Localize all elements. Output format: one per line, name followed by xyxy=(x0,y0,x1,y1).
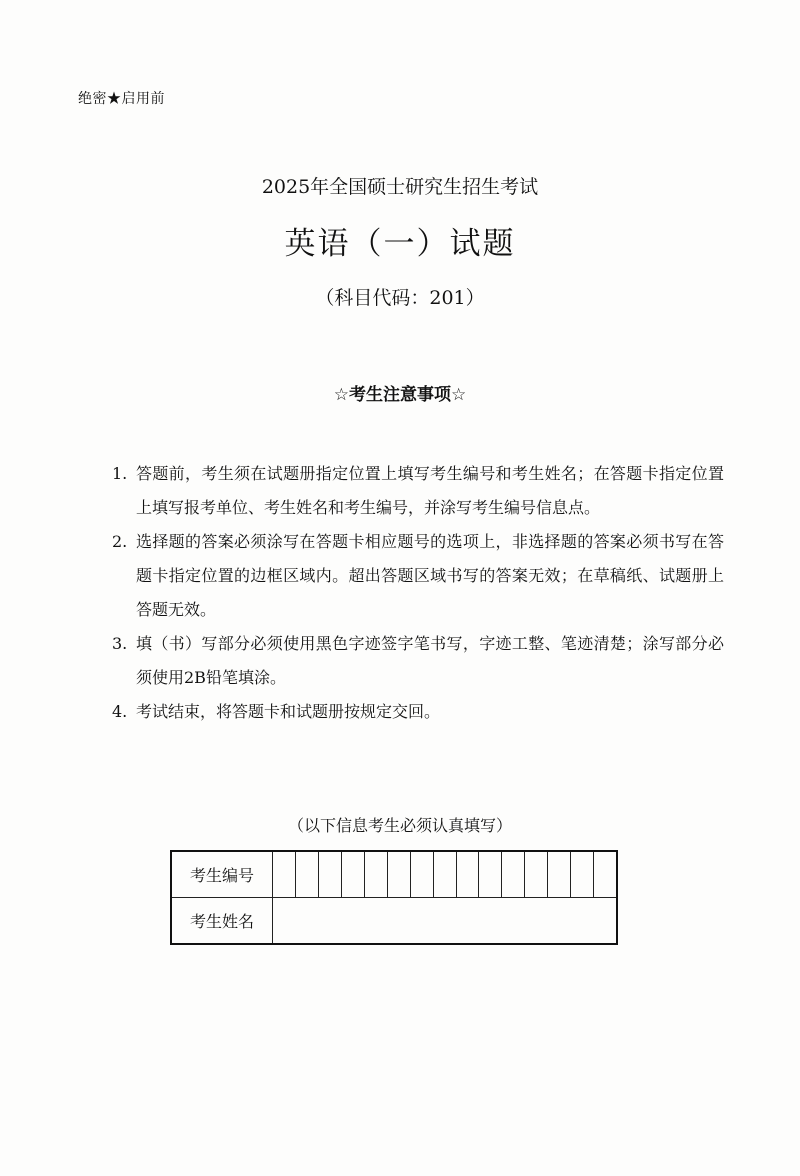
candidate-name-label: 考生姓名 xyxy=(171,898,273,945)
candidate-id-digit-boxes[interactable] xyxy=(273,852,616,897)
candidate-info-table xyxy=(170,850,618,945)
notice-number: 2. xyxy=(112,532,128,551)
notice-item xyxy=(112,627,724,695)
info-caption: （以下信息考生必须认真填写） xyxy=(287,816,512,835)
candidate-id-digit-box[interactable] xyxy=(502,852,525,897)
candidate-id-digit-box[interactable] xyxy=(411,852,434,897)
notice-text: 考试结束，将答题卡和试题册按规定交回。 xyxy=(136,702,441,721)
candidate-id-digit-box[interactable] xyxy=(457,852,480,897)
candidate-name-row xyxy=(171,898,617,945)
notice-heading: ☆考生注意事项☆ xyxy=(333,385,467,405)
candidate-id-digit-box[interactable] xyxy=(548,852,571,897)
candidate-id-digit-box[interactable] xyxy=(273,852,296,897)
candidate-id-digit-box[interactable] xyxy=(571,852,594,897)
notice-text: 选择题的答案必须涂写在答题卡相应题号的选项上，非选择题的答案必须书写在答题卡指定位置的边框区域内。超出答题区域书写的答案无效；在草稿纸、试题册上答题无效。 xyxy=(136,532,724,619)
candidate-name-field[interactable] xyxy=(273,898,618,945)
candidate-id-digit-box[interactable] xyxy=(525,852,548,897)
notice-number: 1. xyxy=(112,464,128,483)
notice-item xyxy=(112,457,724,525)
candidate-id-digit-box[interactable] xyxy=(342,852,365,897)
candidate-id-field[interactable] xyxy=(273,851,618,898)
candidate-id-digit-box[interactable] xyxy=(319,852,342,897)
subject-code: （科目代码：201） xyxy=(315,287,485,309)
notice-number: 4. xyxy=(112,702,128,721)
subject-title: 英语（一）试题 xyxy=(284,226,516,262)
candidate-id-row xyxy=(171,851,617,898)
notice-list xyxy=(112,457,724,729)
confidential-mark: 绝密★启用前 xyxy=(78,91,165,107)
notice-item xyxy=(112,695,724,729)
notice-number: 3. xyxy=(112,634,128,653)
candidate-id-digit-box[interactable] xyxy=(388,852,411,897)
notice-text: 答题前，考生须在试题册指定位置上填写考生编号和考生姓名；在答题卡指定位置上填写报考单位、考生姓名和考生编号，并涂写考生编号信息点。 xyxy=(136,464,724,517)
candidate-id-digit-box[interactable] xyxy=(434,852,457,897)
candidate-id-digit-box[interactable] xyxy=(296,852,319,897)
exam-title: 2025年全国硕士研究生招生考试 xyxy=(261,176,539,198)
candidate-id-label: 考生编号 xyxy=(171,851,273,898)
candidate-id-digit-box[interactable] xyxy=(594,852,616,897)
notice-text: 填（书）写部分必须使用黑色字迹签字笔书写，字迹工整、笔迹清楚；涂写部分必须使用2B铅笔填涂。 xyxy=(136,634,724,687)
notice-item xyxy=(112,525,724,627)
candidate-id-digit-box[interactable] xyxy=(479,852,502,897)
candidate-id-digit-box[interactable] xyxy=(365,852,388,897)
